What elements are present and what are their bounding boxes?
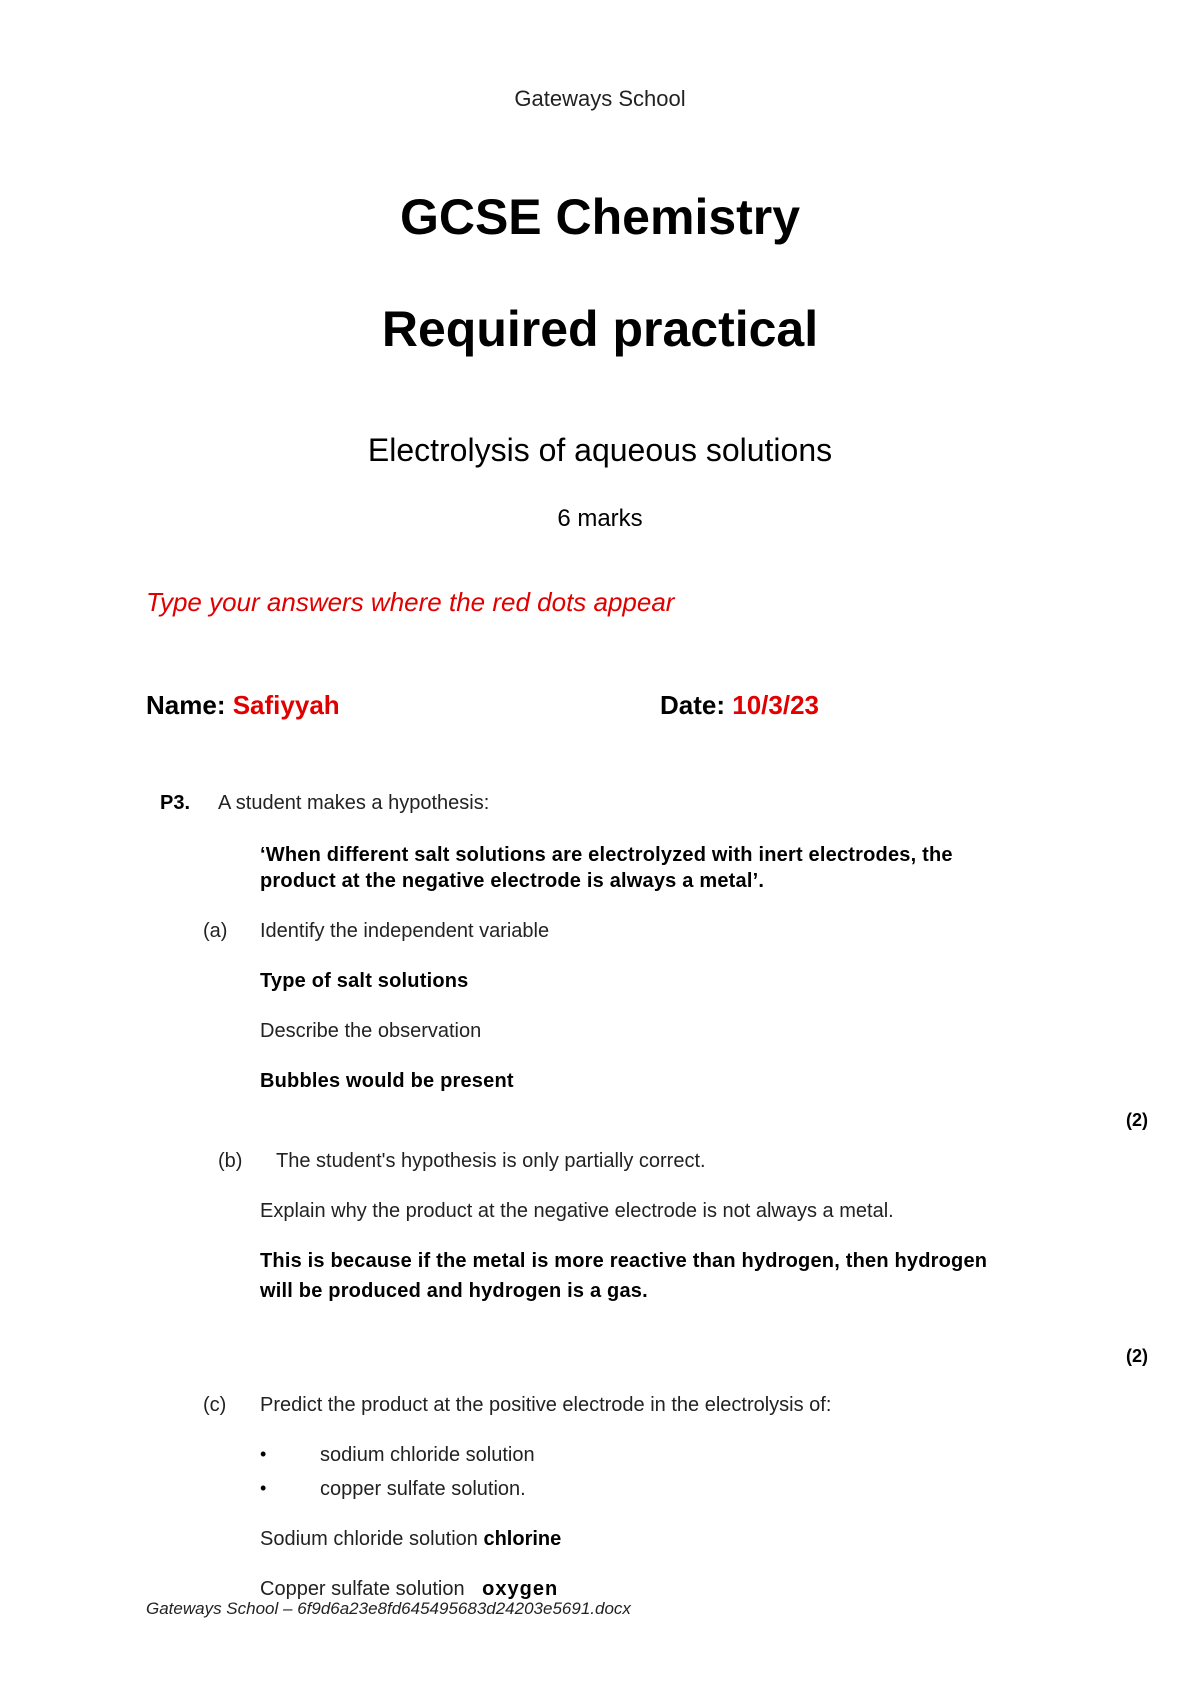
part-b-answer-line-2[interactable]: will be produced and hydrogen is a gas. [260,1280,648,1302]
topic-heading: Electrolysis of aqueous solutions [367,432,833,468]
total-marks: 6 marks [557,505,643,532]
part-a-prompt-1: Identify the independent variable [260,920,550,942]
part-b-marks: (2) [1126,1346,1148,1366]
part-a-marks: (2) [1126,1110,1148,1130]
part-b-prompt: Explain why the product at the negative electrode is not always a metal. [260,1200,894,1222]
page-subtitle: Required practical [381,301,819,357]
part-c-answer-row-1 [260,1528,561,1551]
part-a-prompt-2: Describe the observation [260,1020,482,1042]
document-footer: Gateways School – 6f9d6a23e8fd645495683d24203e5691.docx [146,1599,631,1618]
bullet-icon: • [260,1444,267,1464]
part-a-answer-2[interactable]: Bubbles would be present [260,1070,514,1092]
instruction-text: Type your answers where the red dots appear [146,587,675,617]
part-c-answer-2-value[interactable]: oxygen [482,1578,559,1600]
hypothesis-line-2: product at the negative electrode is always a metal’. [260,870,765,892]
part-c-label: (c) [203,1394,227,1416]
date-label: Date: [660,690,726,720]
hypothesis-line-1: ‘When different salt solutions are electrolyzed with inert electrodes, the [260,844,953,866]
part-c-answer-1-label: Sodium chloride solution [260,1528,478,1550]
name-row [146,690,340,721]
part-c-bullet-1: sodium chloride solution [320,1444,535,1466]
school-header: Gateways School [514,86,686,111]
part-b-statement: The student's hypothesis is only partially correct. [276,1150,706,1172]
question-number: P3. [160,792,191,814]
part-a-label: (a) [203,920,228,942]
name-label: Name: [146,690,226,720]
bullet-icon: • [260,1478,267,1498]
part-c-answer-1-value[interactable]: chlorine [483,1528,562,1550]
part-b-label: (b) [218,1150,243,1172]
question-intro: A student makes a hypothesis: [218,792,490,814]
part-c-answer-row-2 [260,1578,558,1601]
part-b-answer-line-1[interactable]: This is because if the metal is more reactive than hydrogen, then hydrogen [260,1250,988,1272]
date-row [660,690,819,721]
part-c-prompt: Predict the product at the positive electrode in the electrolysis of: [260,1394,832,1416]
part-c-bullet-2: copper sulfate solution. [320,1478,526,1500]
page-title: GCSE Chemistry [399,189,801,245]
name-value[interactable]: Safiyyah [232,690,340,720]
part-c-answer-2-label: Copper sulfate solution [260,1578,465,1600]
part-a-answer-1[interactable]: Type of salt solutions [260,970,469,992]
date-value[interactable]: 10/3/23 [732,690,819,720]
